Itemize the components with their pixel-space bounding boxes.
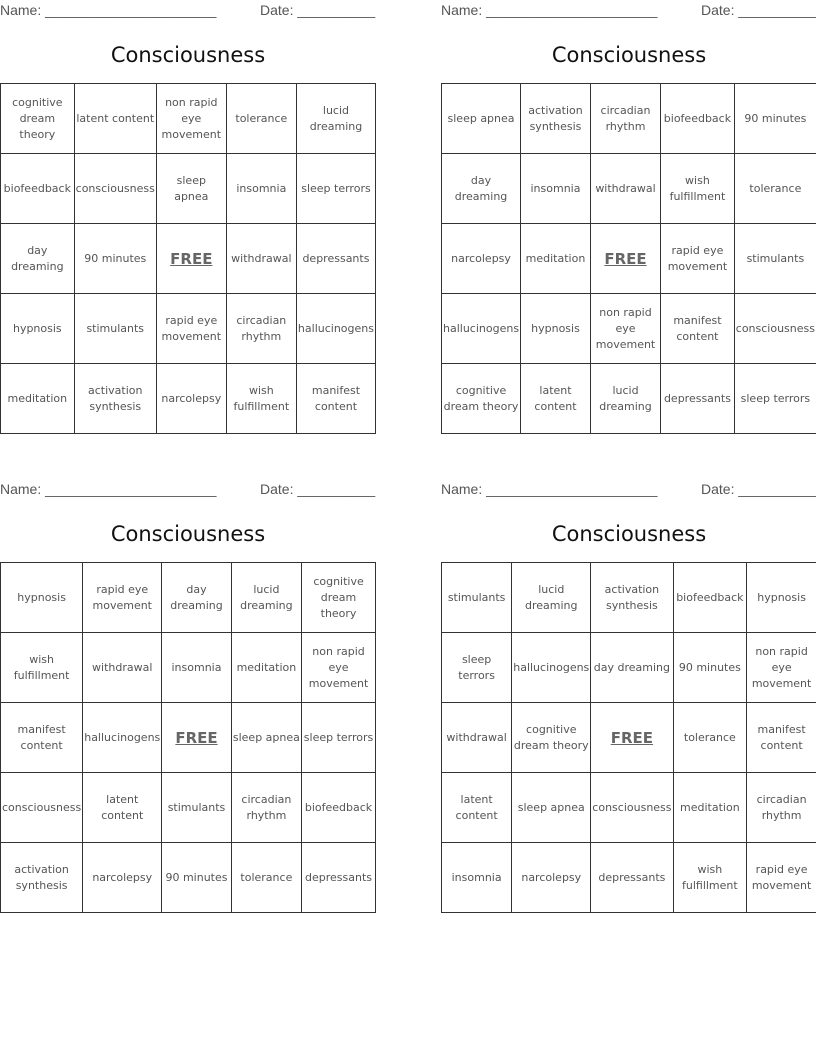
grid-row [1,294,376,364]
grid-cell: narcolepsy [156,364,226,434]
grid-cell: lucid dreaming [590,364,660,434]
grid-row [1,773,376,843]
bingo-grid [441,83,816,434]
grid-cell: sleep apnea [512,773,591,843]
bingo-card-4 [441,479,816,919]
grid-row [442,364,816,434]
grid-cell: circadian rhythm [590,84,660,154]
grid-cell: 90 minutes [734,84,816,154]
grid-cell: manifest content [747,703,816,773]
card-title: Consciousness [551,43,707,67]
grid-cell: tolerance [226,84,296,154]
grid-cell: latent content [83,773,162,843]
grid-cell: depressants [302,843,376,913]
grid-row [1,364,376,434]
grid-cell: 90 minutes [673,633,747,703]
grid-cell: sleep terrors [302,703,376,773]
bingo-grid [441,562,816,913]
grid-row [1,84,376,154]
grid-cell: day dreaming [1,224,75,294]
grid-row [442,224,816,294]
grid-cell: 90 minutes [162,843,231,913]
bingo-card-3 [0,479,376,919]
grid-cell: manifest content [661,294,735,364]
free-space-cell: FREE [591,703,673,773]
grid-cell: tolerance [231,843,301,913]
grid-cell: narcolepsy [442,224,521,294]
grid-cell: consciousness [1,773,83,843]
grid-cell: meditation [673,773,747,843]
grid-cell: insomnia [521,154,591,224]
bingo-card-1 [0,0,376,440]
grid-cell: hallucinogens [296,294,375,364]
grid-cell: circadian rhythm [231,773,301,843]
grid-cell: cognitive dream theory [442,364,521,434]
grid-cell: stimulants [442,563,512,633]
grid-cell: depressants [661,364,735,434]
grid-cell: activation synthesis [74,364,156,434]
grid-cell: cognitive dream theory [302,563,376,633]
grid-cell: insomnia [442,843,512,913]
grid-row [442,563,816,633]
grid-cell: lucid dreaming [512,563,591,633]
free-space-cell: FREE [156,224,226,294]
grid-cell: biofeedback [673,563,747,633]
grid-cell: tolerance [673,703,747,773]
card-header [441,479,816,501]
grid-cell: cognitive dream theory [1,84,75,154]
grid-cell: hypnosis [747,563,816,633]
name-field-label: Name: ______________________ [441,2,658,18]
grid-cell: consciousness [591,773,673,843]
grid-cell: latent content [521,364,591,434]
grid-cell: rapid eye movement [156,294,226,364]
name-field-label: Name: ______________________ [0,481,217,497]
grid-cell: 90 minutes [74,224,156,294]
date-field-label: Date: __________ [260,481,376,497]
card-title: Consciousness [110,522,266,546]
grid-cell: narcolepsy [512,843,591,913]
grid-cell: biofeedback [302,773,376,843]
grid-cell: withdrawal [442,703,512,773]
grid-cell: stimulants [74,294,156,364]
date-field-label: Date: __________ [701,481,816,497]
grid-cell: wish fulfillment [226,364,296,434]
grid-cell: sleep terrors [734,364,816,434]
grid-cell: non rapid eye movement [156,84,226,154]
grid-row [442,154,816,224]
grid-cell: stimulants [734,224,816,294]
grid-cell: rapid eye movement [83,563,162,633]
grid-cell: withdrawal [83,633,162,703]
grid-cell: withdrawal [226,224,296,294]
grid-cell: sleep terrors [442,633,512,703]
grid-cell: hallucinogens [442,294,521,364]
grid-cell: day dreaming [162,563,231,633]
grid-cell: hypnosis [1,563,83,633]
grid-cell: sleep apnea [442,84,521,154]
name-field-label: Name: ______________________ [0,2,217,18]
grid-cell: stimulants [162,773,231,843]
grid-cell: lucid dreaming [296,84,375,154]
grid-cell: manifest content [1,703,83,773]
grid-cell: sleep apnea [156,154,226,224]
grid-cell: narcolepsy [83,843,162,913]
grid-cell: rapid eye movement [747,843,816,913]
card-header [0,0,376,22]
grid-cell: meditation [521,224,591,294]
grid-cell: hypnosis [521,294,591,364]
grid-cell: latent content [74,84,156,154]
bingo-grid [0,562,376,913]
grid-cell: hallucinogens [83,703,162,773]
grid-cell: meditation [231,633,301,703]
grid-cell: activation synthesis [1,843,83,913]
grid-row [1,703,376,773]
grid-cell: sleep terrors [296,154,375,224]
free-space-cell: FREE [590,224,660,294]
grid-cell: wish fulfillment [1,633,83,703]
bingo-card-2 [441,0,816,440]
grid-row [1,154,376,224]
grid-cell: sleep apnea [231,703,301,773]
card-header [0,479,376,501]
grid-row [442,633,816,703]
grid-cell: activation synthesis [591,563,673,633]
grid-cell: circadian rhythm [747,773,816,843]
card-title: Consciousness [551,522,707,546]
grid-cell: manifest content [296,364,375,434]
grid-cell: day dreaming [591,633,673,703]
grid-cell: depressants [296,224,375,294]
free-space-cell: FREE [162,703,231,773]
name-field-label: Name: ______________________ [441,481,658,497]
grid-cell: lucid dreaming [231,563,301,633]
grid-cell: consciousness [734,294,816,364]
grid-row [1,843,376,913]
grid-row [1,633,376,703]
grid-cell: rapid eye movement [661,224,735,294]
grid-cell: tolerance [734,154,816,224]
bingo-grid [0,83,376,434]
date-field-label: Date: __________ [701,2,816,18]
grid-row [442,703,816,773]
grid-cell: hallucinogens [512,633,591,703]
grid-row [442,843,816,913]
grid-cell: cognitive dream theory [512,703,591,773]
grid-cell: non rapid eye movement [590,294,660,364]
grid-cell: latent content [442,773,512,843]
grid-row [442,773,816,843]
grid-row [442,84,816,154]
grid-cell: meditation [1,364,75,434]
date-field-label: Date: __________ [260,2,376,18]
grid-cell: hypnosis [1,294,75,364]
grid-cell: activation synthesis [521,84,591,154]
grid-cell: insomnia [162,633,231,703]
grid-cell: wish fulfillment [673,843,747,913]
grid-cell: non rapid eye movement [747,633,816,703]
grid-cell: non rapid eye movement [302,633,376,703]
grid-cell: consciousness [74,154,156,224]
grid-cell: circadian rhythm [226,294,296,364]
grid-cell: depressants [591,843,673,913]
grid-cell: biofeedback [661,84,735,154]
card-header [441,0,816,22]
grid-cell: insomnia [226,154,296,224]
grid-row [1,224,376,294]
grid-cell: withdrawal [590,154,660,224]
card-title: Consciousness [110,43,266,67]
grid-cell: wish fulfillment [661,154,735,224]
grid-row [442,294,816,364]
grid-cell: day dreaming [442,154,521,224]
grid-row [1,563,376,633]
grid-cell: biofeedback [1,154,75,224]
